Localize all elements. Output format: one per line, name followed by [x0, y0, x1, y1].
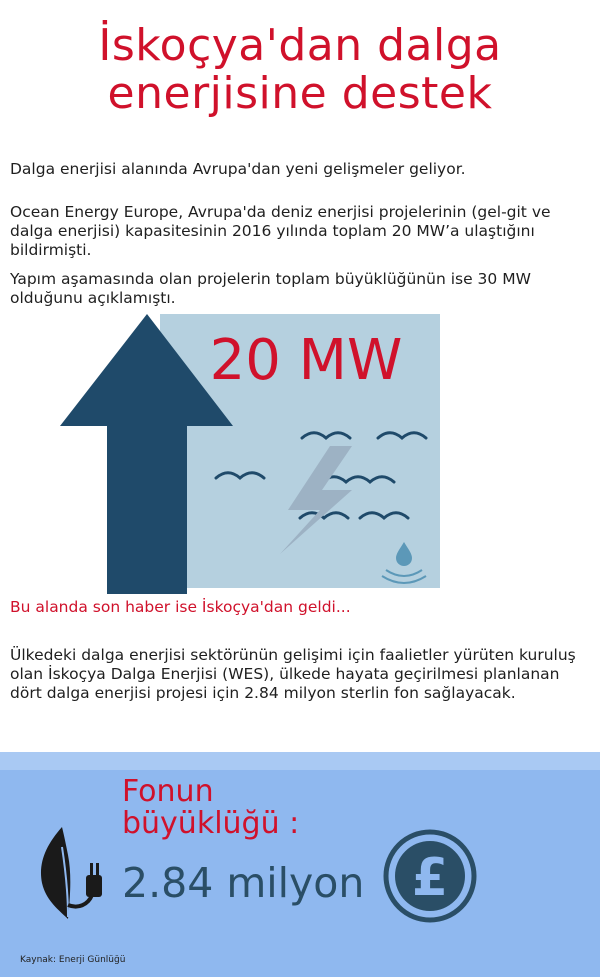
news-subheading: Bu alanda son haber ise İskoçya'dan geldi...	[10, 598, 351, 616]
page-title-line2: enerjisine destek	[107, 68, 493, 119]
fund-band-top-strip	[0, 752, 600, 770]
pound-coin-icon	[382, 828, 478, 924]
page-title-line1: İskoçya'dan dalga	[98, 20, 502, 71]
fund-value: 2.84 milyon	[122, 859, 365, 907]
svg-text:£: £	[411, 848, 449, 908]
fund-label-line2: büyüklüğü :	[122, 806, 300, 841]
fund-label	[122, 776, 299, 840]
intro-paragraph: Dalga enerjisi alanında Avrupa'dan yeni gelişmeler geliyor.	[10, 160, 466, 178]
hero-capacity-value: 20 MW	[209, 328, 403, 393]
funding-paragraph: Ülkedeki dalga enerjisi sektörünün gelişimi için faalietler yürüten kuruluş olan İskoçya Dalga Enerjisi (WES), ülkede hayata geçirilmesi planlanan dört dalga enerjisi projesi için 2.84 milyon sterlin fon sağlayacak.	[10, 646, 576, 702]
capacity-paragraph: Ocean Energy Europe, Avrupa'da deniz enerjisi projelerinin (gel-git ve dalga enerjisi) kapasitesinin 2016 yılında toplam 20 MW’a ulaştığını bildirmişti.	[10, 203, 551, 259]
leaf-plug-icon	[38, 825, 114, 925]
construction-paragraph: Yapım aşamasında olan projelerin toplam büyüklüğünün ise 30 MW olduğunu açıklamıştı.	[10, 270, 531, 307]
fund-label-line1: Fonun	[122, 774, 214, 809]
source-credit: Kaynak: Enerji Günlüğü	[20, 955, 126, 965]
page-title	[0, 22, 600, 118]
